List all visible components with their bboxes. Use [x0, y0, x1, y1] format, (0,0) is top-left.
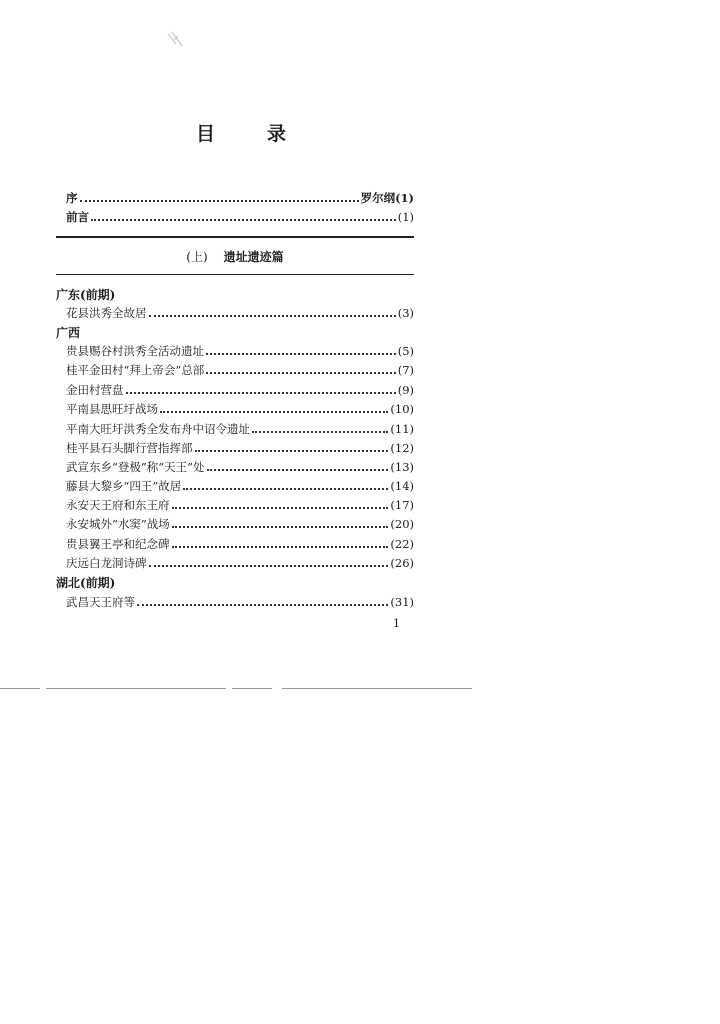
leader-dots: [137, 604, 388, 606]
toc-entry: [66, 401, 414, 417]
toc-entry-label: 永安天王府和东王府: [66, 498, 170, 512]
leader-dots: [195, 450, 389, 452]
toc-entry-page: (5): [397, 344, 414, 358]
leader-dots: [160, 411, 388, 413]
toc-entry-label: 桂平金田村“拜上帝会”总部: [66, 363, 205, 377]
toc-entry-label: 前言: [66, 210, 89, 224]
toc-entry-label: 永安城外“水窦”战场: [66, 517, 170, 531]
leader-dots: [207, 469, 389, 471]
toc-entry: [66, 594, 414, 610]
scan-artifact-line: [232, 688, 272, 689]
toc-entry: [66, 536, 414, 552]
toc-entry: [66, 516, 414, 532]
toc-entry-label: 武宣东乡“登极”称“天王”处: [66, 460, 205, 474]
toc-entry-page: (17): [390, 498, 414, 512]
scan-artifact-line: [282, 688, 472, 689]
toc-entry-page: (20): [390, 517, 414, 531]
toc-entry: [66, 305, 414, 321]
toc-entry-label: 庆远白龙洞诗碑: [66, 556, 147, 570]
divider-bottom: [56, 274, 414, 275]
toc-entry-label: 平南县思旺圩战场: [66, 402, 158, 416]
leader-dots: [126, 392, 396, 394]
toc-entry-page: (13): [390, 460, 414, 474]
divider-top: [56, 236, 414, 238]
leader-dots: [91, 219, 396, 221]
toc-entry: [66, 497, 414, 513]
toc-entry: [66, 459, 414, 475]
leader-dots: [172, 507, 389, 509]
toc-entry: [66, 362, 414, 378]
toc-entry: [66, 478, 414, 494]
toc-entry-page: 罗尔纲(1): [360, 191, 414, 205]
group-heading: 湖北(前期): [56, 576, 116, 590]
toc-entry-label: 花县洪秀全故居: [66, 306, 147, 320]
toc-entry-label: 平南大旺圩洪秀全发布舟中诏令遗址: [66, 422, 250, 436]
toc-entry: [66, 555, 414, 571]
title-char-1: 目: [196, 123, 216, 145]
leader-dots: [172, 526, 389, 528]
toc-entry-page: (14): [390, 479, 414, 493]
toc-entry-page: (9): [397, 383, 414, 397]
scan-artifact-line: [0, 688, 40, 689]
toc-entry: [66, 343, 414, 359]
leader-dots: [149, 565, 389, 567]
toc-entry-page: (1): [397, 210, 414, 224]
toc-entry-page: (12): [390, 441, 414, 455]
toc-entry-label: 桂平县石头脚行营指挥部: [66, 441, 193, 455]
toc-entry-page: (3): [397, 306, 414, 320]
title-char-2: 录: [266, 123, 286, 145]
section-heading: [56, 248, 414, 265]
toc-entry-label: 序: [66, 191, 78, 205]
toc-entry-label: 贵县赐谷村洪秀全活动遗址: [66, 344, 204, 358]
toc-entry-page: (11): [390, 422, 414, 436]
toc-entry: [66, 382, 414, 398]
leader-dots: [80, 200, 359, 202]
toc-entry: [66, 421, 414, 437]
toc-entry-label: 金田村营盘: [66, 383, 124, 397]
page-number: 1: [393, 617, 400, 630]
toc-entry-label: 武昌天王府等: [66, 595, 135, 609]
section-part: (上): [186, 250, 208, 264]
leader-dots: [206, 372, 395, 374]
toc-entry-page: (26): [390, 556, 414, 570]
scan-artifact-line: [46, 688, 226, 689]
toc-entry-label: 贵县翼王亭和纪念碑: [66, 537, 170, 551]
scan-artifact: [166, 30, 186, 50]
toc-entry-page: (7): [397, 363, 414, 377]
group-heading: 广西: [56, 326, 81, 340]
toc-entry: [66, 440, 414, 456]
page-title: [196, 119, 286, 146]
leader-dots: [252, 431, 388, 433]
group-heading: 广东(前期): [56, 288, 116, 302]
toc-entry-label: 藤县大黎乡“四王”故居: [66, 479, 182, 493]
toc-entry-page: (22): [390, 537, 414, 551]
leader-dots: [172, 546, 389, 548]
toc-entry-page: (31): [390, 595, 414, 609]
leader-dots: [183, 488, 388, 490]
toc-entry-page: (10): [390, 402, 414, 416]
section-title: 遗址遗迹篇: [223, 250, 284, 264]
leader-dots: [206, 353, 396, 355]
toc-entry-preface: [66, 190, 414, 206]
toc-entry-foreword: [66, 209, 414, 225]
leader-dots: [149, 315, 396, 317]
